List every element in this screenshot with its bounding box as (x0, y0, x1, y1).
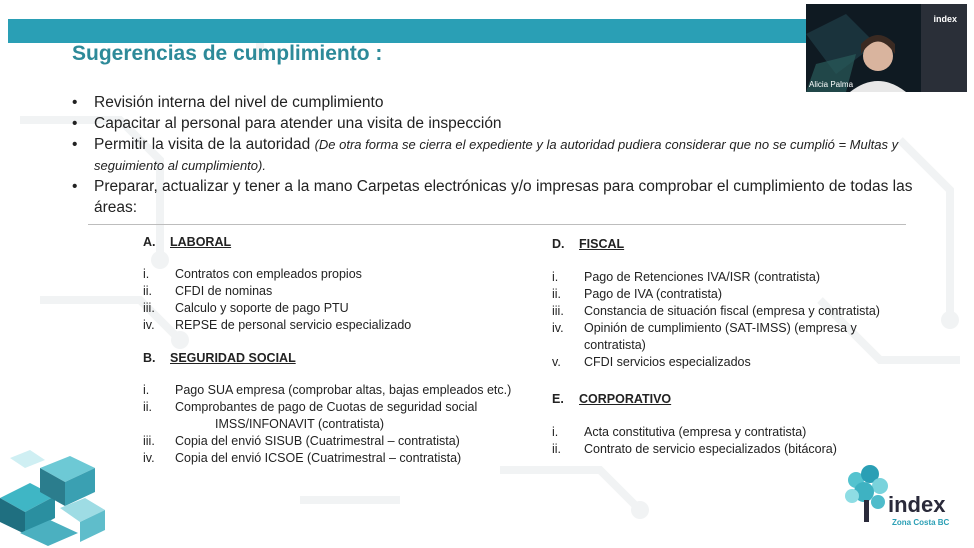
participant-name: Alicia Palma (809, 80, 854, 89)
header-accent-bar (8, 19, 808, 43)
list-item: v. CFDI servicios especializados (552, 355, 751, 369)
bullet-item: • Preparar, actualizar y tener a la mano Carpetas electrónicas y/o impresas para comprobar el cumplimiento de todas las áreas: (72, 176, 932, 218)
section-heading-laboral: A. LABORAL (143, 235, 232, 249)
section-heading-corporativo: E. CORPORATIVO (552, 392, 672, 406)
bullet-italic-note: (De otra forma se cierra el expediente y la autoridad pudiera considerar que no se cumplió = Multas y seguimiento al cumplimiento). (94, 137, 899, 173)
logo-subtitle: Zona Costa BC (892, 518, 950, 527)
corporativo-list (552, 424, 892, 458)
list-item: iv. Opinión de cumplimiento (SAT-IMSS) (empresa y contratista) (552, 321, 857, 352)
list-item: ii. Comprobantes de pago de Cuotas de seguridad social IMSS/INFONAVIT (contratista) (143, 400, 478, 431)
list-item: iii. Copia del envió SISUB (Cuatrimestral – contratista) (143, 434, 460, 448)
list-item: ii. Pago de IVA (contratista) (552, 287, 723, 301)
decorative-cubes-graphic (0, 438, 112, 548)
slide-title: Sugerencias de cumplimiento : (72, 42, 383, 65)
divider-line (88, 224, 906, 225)
suggestions-list (72, 92, 932, 218)
list-item: ii. Contrato de servicio especializados (bitácora) (552, 442, 837, 456)
logo-word: index (888, 492, 946, 517)
section-heading-seguridad-social: B. SEGURIDAD SOCIAL (143, 351, 296, 365)
list-item: i. Pago de Retenciones IVA/ISR (contratista) (552, 270, 820, 284)
webcam-video-tile[interactable] (806, 4, 967, 92)
list-item: ii. CFDI de nominas (143, 284, 273, 298)
bullet-item: • Permitir la visita de la autoridad (De otra forma se cierra el expediente y la autoridad pudiera considerar que no se cumplió = Multas y seguimiento al cumplimiento). (72, 134, 932, 176)
tree-logo-icon (842, 464, 890, 526)
webcam-logo: index (933, 14, 957, 24)
list-item: iii. Constancia de situación fiscal (empresa y contratista) (552, 304, 880, 318)
bullet-item: • Revisión interna del nivel de cumplimiento (72, 92, 932, 113)
left-column (143, 234, 543, 467)
index-logo (842, 464, 952, 534)
list-item: i. Acta constitutiva (empresa y contratista) (552, 425, 807, 439)
list-item: i. Pago SUA empresa (comprobar altas, bajas empleados etc.) (143, 383, 512, 397)
list-item: iii. Calculo y soporte de pago PTU (143, 301, 349, 315)
section-heading-fiscal: D. FISCAL (552, 237, 625, 251)
list-item: iv. REPSE de personal servicio especializado (143, 318, 412, 332)
right-column (552, 236, 892, 458)
fiscal-list (552, 269, 892, 371)
list-item: iv. Copia del envió ICSOE (Cuatrimestral – contratista) (143, 451, 462, 465)
list-item: i. Contratos con empleados propios (143, 267, 362, 281)
laboral-list (143, 266, 543, 334)
seguridad-social-list (143, 382, 543, 467)
bullet-item: • Capacitar al personal para atender una visita de inspección (72, 113, 932, 134)
